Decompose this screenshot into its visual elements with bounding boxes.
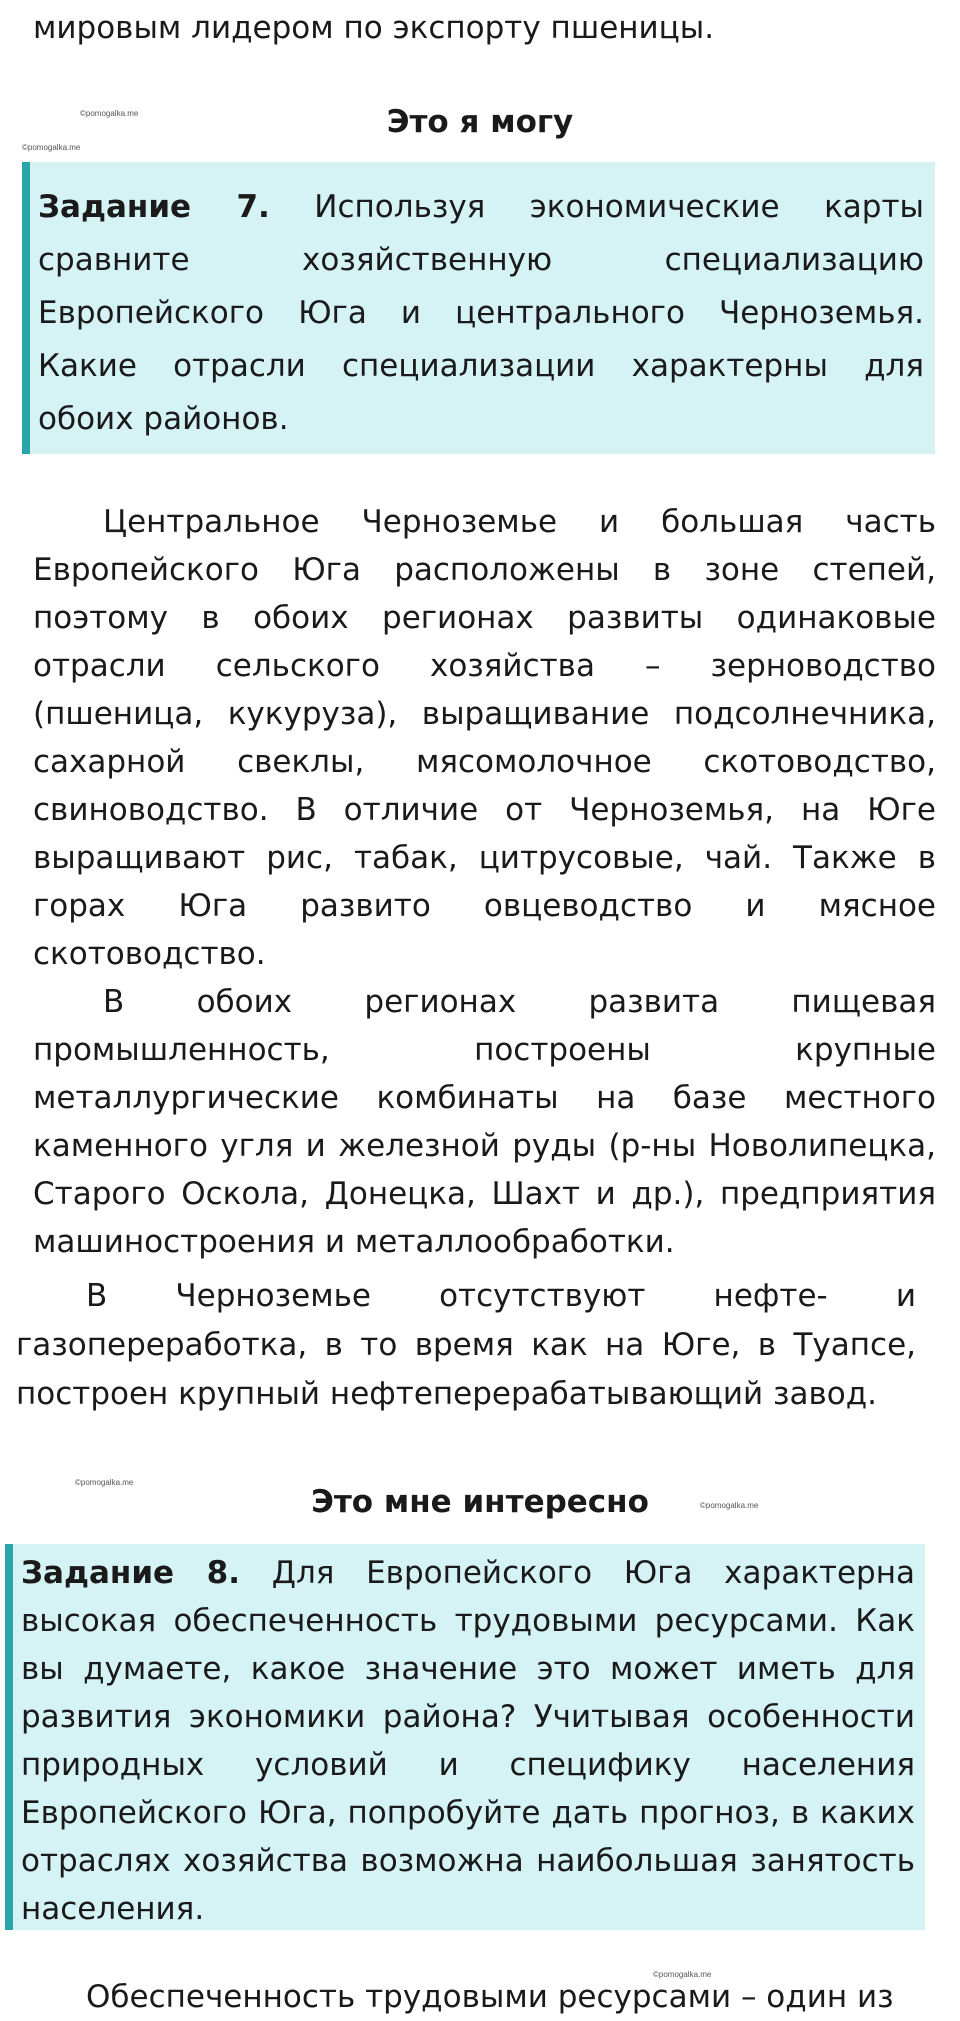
watermark: ©pomogalka.me (75, 1478, 134, 1487)
task-7-text (38, 181, 924, 446)
watermark: ©pomogalka.me (653, 1970, 712, 1979)
task-8-box (5, 1544, 925, 1930)
task-7-accent-bar (22, 162, 30, 454)
section-heading-interesting: Это мне интересно (311, 1484, 649, 1520)
watermark: ©pomogalka.me (80, 109, 139, 118)
task-8-text (21, 1549, 915, 1933)
top-text-fragment: мировым лидером по экспорту пшеницы. (33, 10, 715, 46)
task-8-accent-bar (5, 1544, 13, 1930)
task-7-box (22, 162, 935, 454)
section-heading-this-i-can: Это я могу (386, 104, 574, 140)
watermark: ©pomogalka.me (22, 143, 81, 152)
task-7-body: Используя экономические карты сравните хозяйственную специализацию Европейского Юга и центрального Черноземья. Какие отрасли специализации характерны для обоих районов. (38, 189, 925, 437)
task-8-body: Для Европейского Юга характерна высокая обеспеченность трудовыми ресурсами. Как вы думаете, какое значение это может иметь для развития экономики района? Учитывая особенности природных условий и специфику населения Европейского Юга, попробуйте дать прогноз, в каких отраслях хозяйства возможна наибольшая занятость населения. (21, 1555, 915, 1927)
answer-paragraph-3: В Черноземье отсутствуют нефте- и газопереработка, в то время как на Юге, в Туапсе, построен крупный нефтеперерабатывающий завод. (16, 1278, 916, 1412)
watermark: ©pomogalka.me (700, 1501, 759, 1510)
answer-paragraph-1: Центральное Черноземье и большая часть Европейского Юга расположены в зоне степей, поэтому в обоих регионах развиты одинаковые отрасли сельского хозяйства – зерноводство (пшеница, кукуруза), выращивание подсолнечника, сахарной свеклы, мясомолочное скотоводство, свиноводство. В отличие от Черноземья, на Юге выращивают рис, табак, цитрусовые, чай. Также в горах Юга развито овцеводство и мясное скотоводство. (33, 504, 936, 972)
task-8-label: Задание 8. (21, 1555, 241, 1591)
task-7-label: Задание 7. (38, 189, 270, 225)
answer-8-paragraph-start: Обеспеченность трудовыми ресурсами – один из (86, 1979, 894, 2015)
answer-paragraph-2: В обоих регионах развита пищевая промышленность, построены крупные металлургические комбинаты на базе местного каменного угля и железной руды (р-ны Новолипецка, Старого Оскола, Донецка, Шахт и др.), предприятия машиностроения и металлообработки. (33, 984, 936, 1260)
